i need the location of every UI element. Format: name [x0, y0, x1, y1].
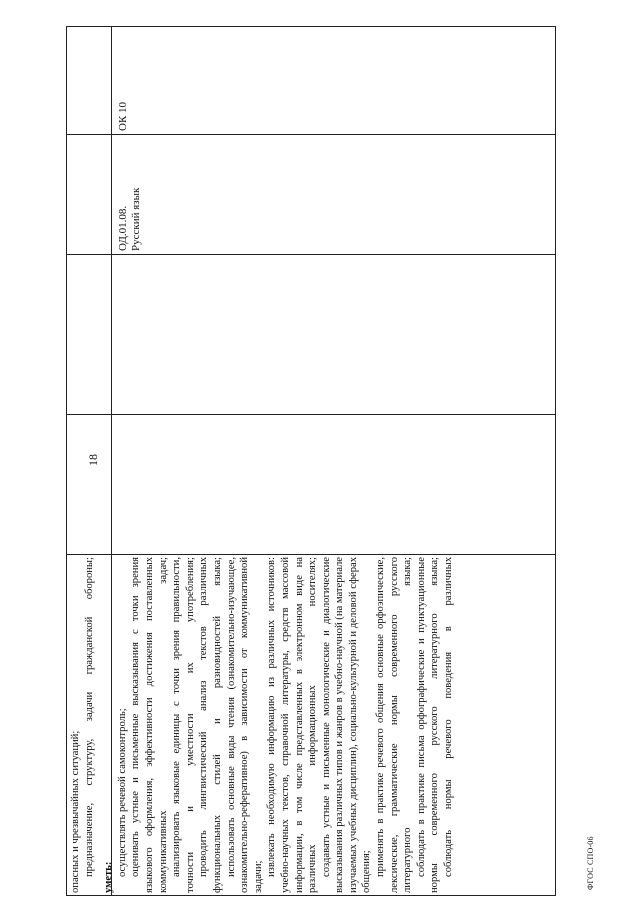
competence-cell — [117, 102, 130, 131]
discipline-name: Русский язык — [130, 187, 142, 251]
skill-item: соблюдать в практике письма орфографические и пунктуационные нормы современного русского литературного языка; — [415, 557, 441, 893]
page-number: 18 — [86, 454, 100, 466]
skill-item: извлекать необходимую информацию из различных источников: учебно-научных текстов, справочной литературы, средств массовой информации, в том числе представленных в электронном виде на различных информационных носителях; — [266, 557, 319, 893]
row1-line-1: опасных и чрезвычайных ситуаций; — [70, 730, 81, 893]
footer-standard: ФГОС СПО-06 — [586, 836, 595, 890]
discipline-cell — [117, 188, 143, 251]
curriculum-table — [66, 26, 556, 896]
skills-heading: уметь: — [103, 861, 115, 893]
skill-item: анализировать языковые единицы с точки зрения правильности, точности и уместности их употребления; — [171, 557, 196, 893]
skill-item: соблюдать нормы речевого поведения в различных — [443, 557, 455, 877]
row1-line-2: предназначение, структуру, задачи гражданской обороны; — [83, 557, 95, 877]
skill-item: проводить лингвистический анализ текстов различных функциональных стилей и разновидностей языка; — [198, 557, 223, 893]
rotated-page — [66, 26, 595, 896]
column-divider — [67, 554, 555, 555]
column-divider — [67, 134, 555, 135]
column-divider — [67, 414, 555, 415]
competence-code: ОК 10 — [117, 101, 129, 131]
skill-item: применять в практике речевого общения основные орфоэпические, лексические, грамматические нормы современного русского литературного языка; — [375, 557, 414, 893]
column-divider — [67, 254, 555, 255]
skill-item: использовать основные виды чтения (ознакомительно-изучающее, ознакомительно-реферативное) в зависимости от коммуникативной задачи; — [225, 557, 264, 893]
skills-text-cell — [70, 557, 553, 893]
skill-item: осуществлять речевой самоконтроль; — [116, 708, 128, 877]
skill-item: создавать устные и письменные монологические и диалогические высказывания различных типов и жанров в учебно-научной (на материале изучаемых учебных дисциплин), социально-культурной и деловой сферах общения; — [320, 557, 373, 893]
skill-item: оценивать устные и письменные высказывания с точки зрения языкового оформления, эффективности достижения поставленных коммуникативных задач; — [130, 557, 169, 893]
discipline-code: ОД.01.08. — [117, 205, 129, 251]
